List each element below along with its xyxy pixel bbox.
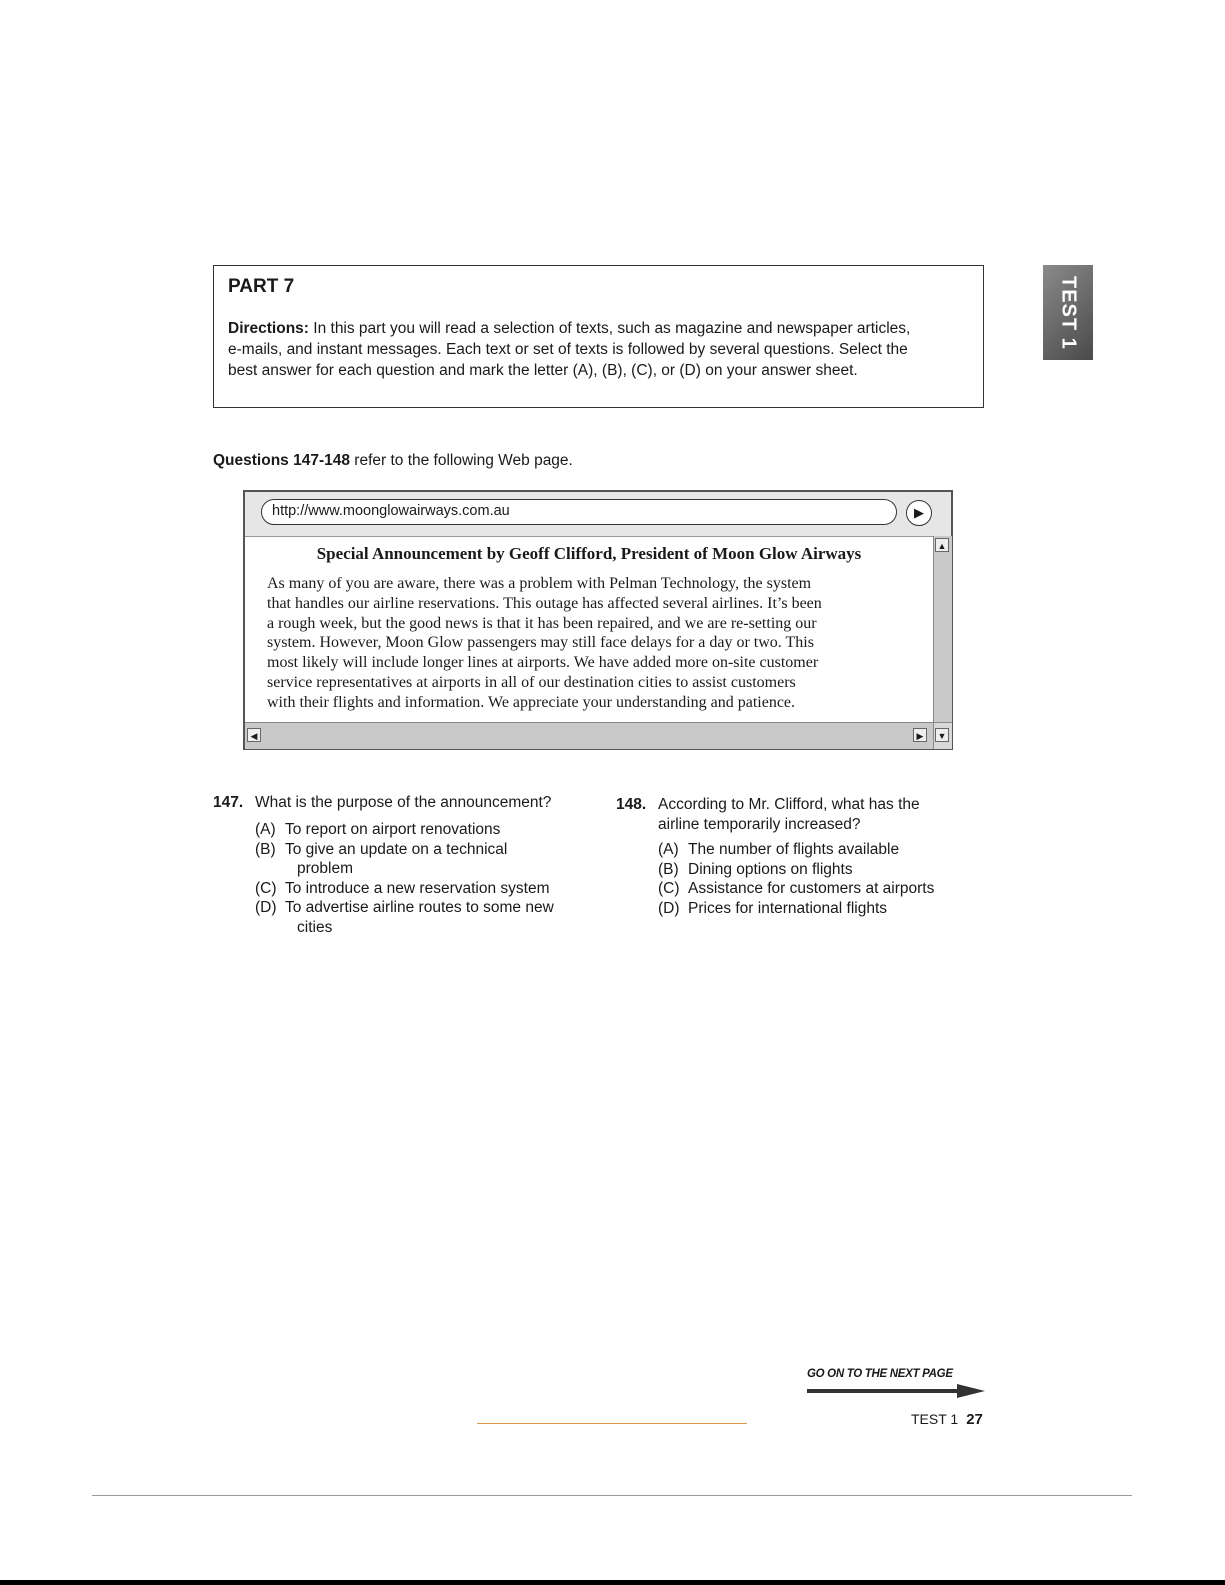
scroll-right-icon[interactable]: ▶ [913, 728, 927, 742]
announcement-title: Special Announcement by Geoff Clifford, President of Moon Glow Airways [316, 544, 862, 563]
arrow-right-icon [807, 1384, 985, 1398]
answer-option[interactable]: (D) To advertise airline routes to some new cities [255, 899, 554, 936]
announcement-line: with their flights and information. We appreciate your understanding and patience. [267, 693, 796, 711]
browser-toolbar [245, 492, 951, 537]
answer-option[interactable]: (D) Prices for international flights [658, 899, 888, 917]
announcement-line: As many of you are aware, there was a problem with Pelman Technology, the system [267, 575, 812, 592]
answer-options [658, 840, 934, 918]
answer-options [255, 820, 554, 937]
question-147 [213, 793, 593, 953]
part-title: PART 7 [228, 276, 295, 297]
question-text: According to Mr. Clifford, what has the airline temporarily increased? [658, 796, 920, 833]
answer-option[interactable]: (A) The number of flights available [658, 841, 900, 858]
page-number: 27 [966, 1411, 983, 1428]
question-148 [616, 795, 986, 925]
url-bar[interactable]: http://www.moonglowairways.com.au [261, 499, 897, 525]
scroll-up-icon[interactable]: ▲ [935, 538, 949, 552]
bottom-rule [92, 1495, 1132, 1496]
announcement-line: service representatives at airports in all of our destination cities to assist customers [267, 673, 796, 691]
answer-option[interactable]: (B) To give an update on a technical problem [255, 840, 508, 877]
directions-box [213, 265, 984, 408]
question-text: What is the purpose of the announcement? [255, 794, 552, 811]
scroll-down-icon[interactable]: ▼ [935, 728, 949, 742]
directions-line-3: best answer for each question and mark the letter (A), (B), (C), or (D) on your answer sheet. [228, 362, 858, 379]
answer-option[interactable]: (C) To introduce a new reservation system [255, 879, 550, 897]
questions-intro [213, 452, 573, 470]
announcement-line: a rough week, but the good news is that it has been repaired, and we are re-setting our [267, 614, 817, 632]
scroll-corner [933, 722, 952, 749]
next-page-label: GO ON TO THE NEXT PAGE [807, 1368, 953, 1380]
announcement-line: system. However, Moon Glow passengers may still face delays for a day or two. This [267, 634, 814, 652]
horizontal-scrollbar[interactable] [245, 722, 933, 749]
directions-line-1: In this part you will read a selection of texts, such as magazine and newspaper articles, [308, 320, 911, 337]
bottom-bar [0, 1580, 1225, 1585]
footer-divider [477, 1423, 747, 1424]
footer-test-label: TEST 1 [911, 1411, 959, 1427]
directions-label: Directions: [228, 320, 309, 337]
web-page-content [245, 536, 933, 722]
directions-line-2: e-mails, and instant messages. Each text or set of texts is followed by several questions. Select the [228, 341, 908, 358]
announcement-line: most likely will include longer lines at airports. We have added more on-site customer [267, 654, 819, 672]
question-number: 147. [213, 794, 244, 811]
answer-option[interactable]: (C) Assistance for customers at airports [658, 880, 935, 897]
questions-intro-text: refer to the following Web page. [349, 452, 573, 469]
scroll-left-icon[interactable]: ◀ [247, 728, 261, 742]
question-number: 148. [616, 796, 647, 813]
test-side-tab [1043, 265, 1093, 360]
answer-option[interactable]: (B) Dining options on flights [658, 860, 853, 878]
answer-option[interactable]: (A) To report on airport renovations [255, 821, 501, 838]
side-tab-label: TEST 1 [1057, 275, 1080, 350]
questions-range: Questions 147-148 [213, 452, 350, 469]
announcement-line: that handles our airline reservations. This outage has affected several airlines. It’s been [267, 594, 822, 612]
directions-text [228, 318, 969, 381]
announcement-body [267, 574, 917, 713]
play-icon[interactable]: ▶ [906, 500, 932, 526]
page-footer [911, 1411, 983, 1428]
vertical-scrollbar[interactable] [933, 536, 952, 722]
web-page-window [243, 490, 953, 750]
